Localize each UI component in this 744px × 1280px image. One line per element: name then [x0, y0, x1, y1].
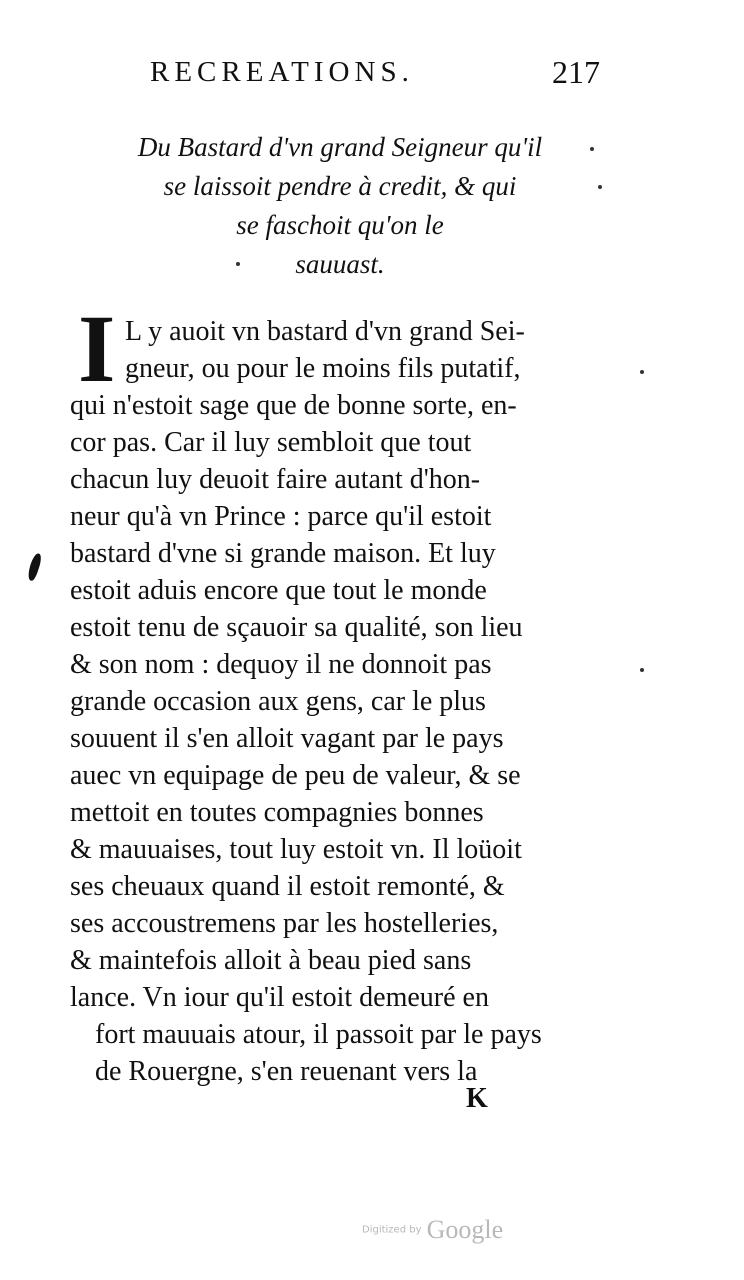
text-line: qui n'estoit sage que de bonne sorte, en- — [70, 390, 517, 421]
drop-cap: I — [78, 295, 116, 402]
text-line: bastard d'vne si grande maison. Et luy — [70, 538, 496, 569]
text-line: auec vn equipage de peu de valeur, & se — [70, 760, 521, 791]
text-line: grande occasion aux gens, car le plus — [70, 686, 486, 717]
page-header — [150, 52, 600, 92]
text-line: mettoit en toutes compagnies bonnes — [70, 797, 484, 828]
chapter-heading-line: sauuast. — [295, 249, 385, 279]
text-line: neur qu'à vn Prince : parce qu'il estoit — [70, 501, 492, 532]
text-line: ses accoustremens par les hostelleries, — [70, 908, 499, 939]
ink-speck — [236, 262, 240, 266]
ink-speck — [598, 185, 602, 189]
text-line: fort mauuais atour, il passoit par le pays — [95, 1019, 542, 1050]
text-line: chacun luy deuoit faire autant d'hon- — [70, 464, 481, 495]
text-line: gneur, ou pour le moins fils putatif, — [125, 353, 521, 384]
chapter-heading — [70, 128, 610, 284]
page-number: 217 — [552, 54, 600, 90]
catchword: K — [466, 1083, 488, 1114]
chapter-heading-line: se laissoit pendre à credit, & qui — [163, 171, 517, 201]
text-line: estoit aduis encore que tout le monde — [70, 575, 487, 606]
text-line: cor pas. Car il luy sembloit que tout — [70, 427, 472, 458]
chapter-heading-line: Du Bastard d'vn grand Seigneur qu'il — [137, 132, 543, 162]
ink-blot — [26, 552, 43, 581]
ink-speck — [640, 668, 644, 672]
ink-speck — [640, 370, 644, 374]
text-line: & mauuaises, tout luy estoit vn. Il loüoit — [70, 834, 522, 865]
text-line: estoit tenu de sçauoir sa qualité, son lieu — [70, 612, 523, 643]
chapter-heading-line: se faschoit qu'on le — [236, 210, 444, 240]
text-line: L y auoit vn bastard d'vn grand Sei- — [125, 316, 525, 347]
text-line: de Rouergne, s'en reuenant vers la — [95, 1056, 478, 1087]
watermark-prefix: Digitized by — [362, 1224, 422, 1236]
text-line: ses cheuaux quand il estoit remonté, & — [70, 871, 505, 902]
text-line: lance. Vn iour qu'il estoit demeuré en — [70, 982, 489, 1013]
text-line: & son nom : dequoy il ne donnoit pas — [70, 649, 492, 680]
google-logo: Google — [426, 1215, 504, 1244]
text-line: souuent il s'en alloit vagant par le pays — [70, 723, 504, 754]
digitized-watermark — [362, 1215, 503, 1245]
text-line: & maintefois alloit à beau pied sans — [70, 945, 472, 976]
running-title: RECREATIONS. — [150, 56, 414, 88]
ink-speck — [590, 147, 594, 151]
